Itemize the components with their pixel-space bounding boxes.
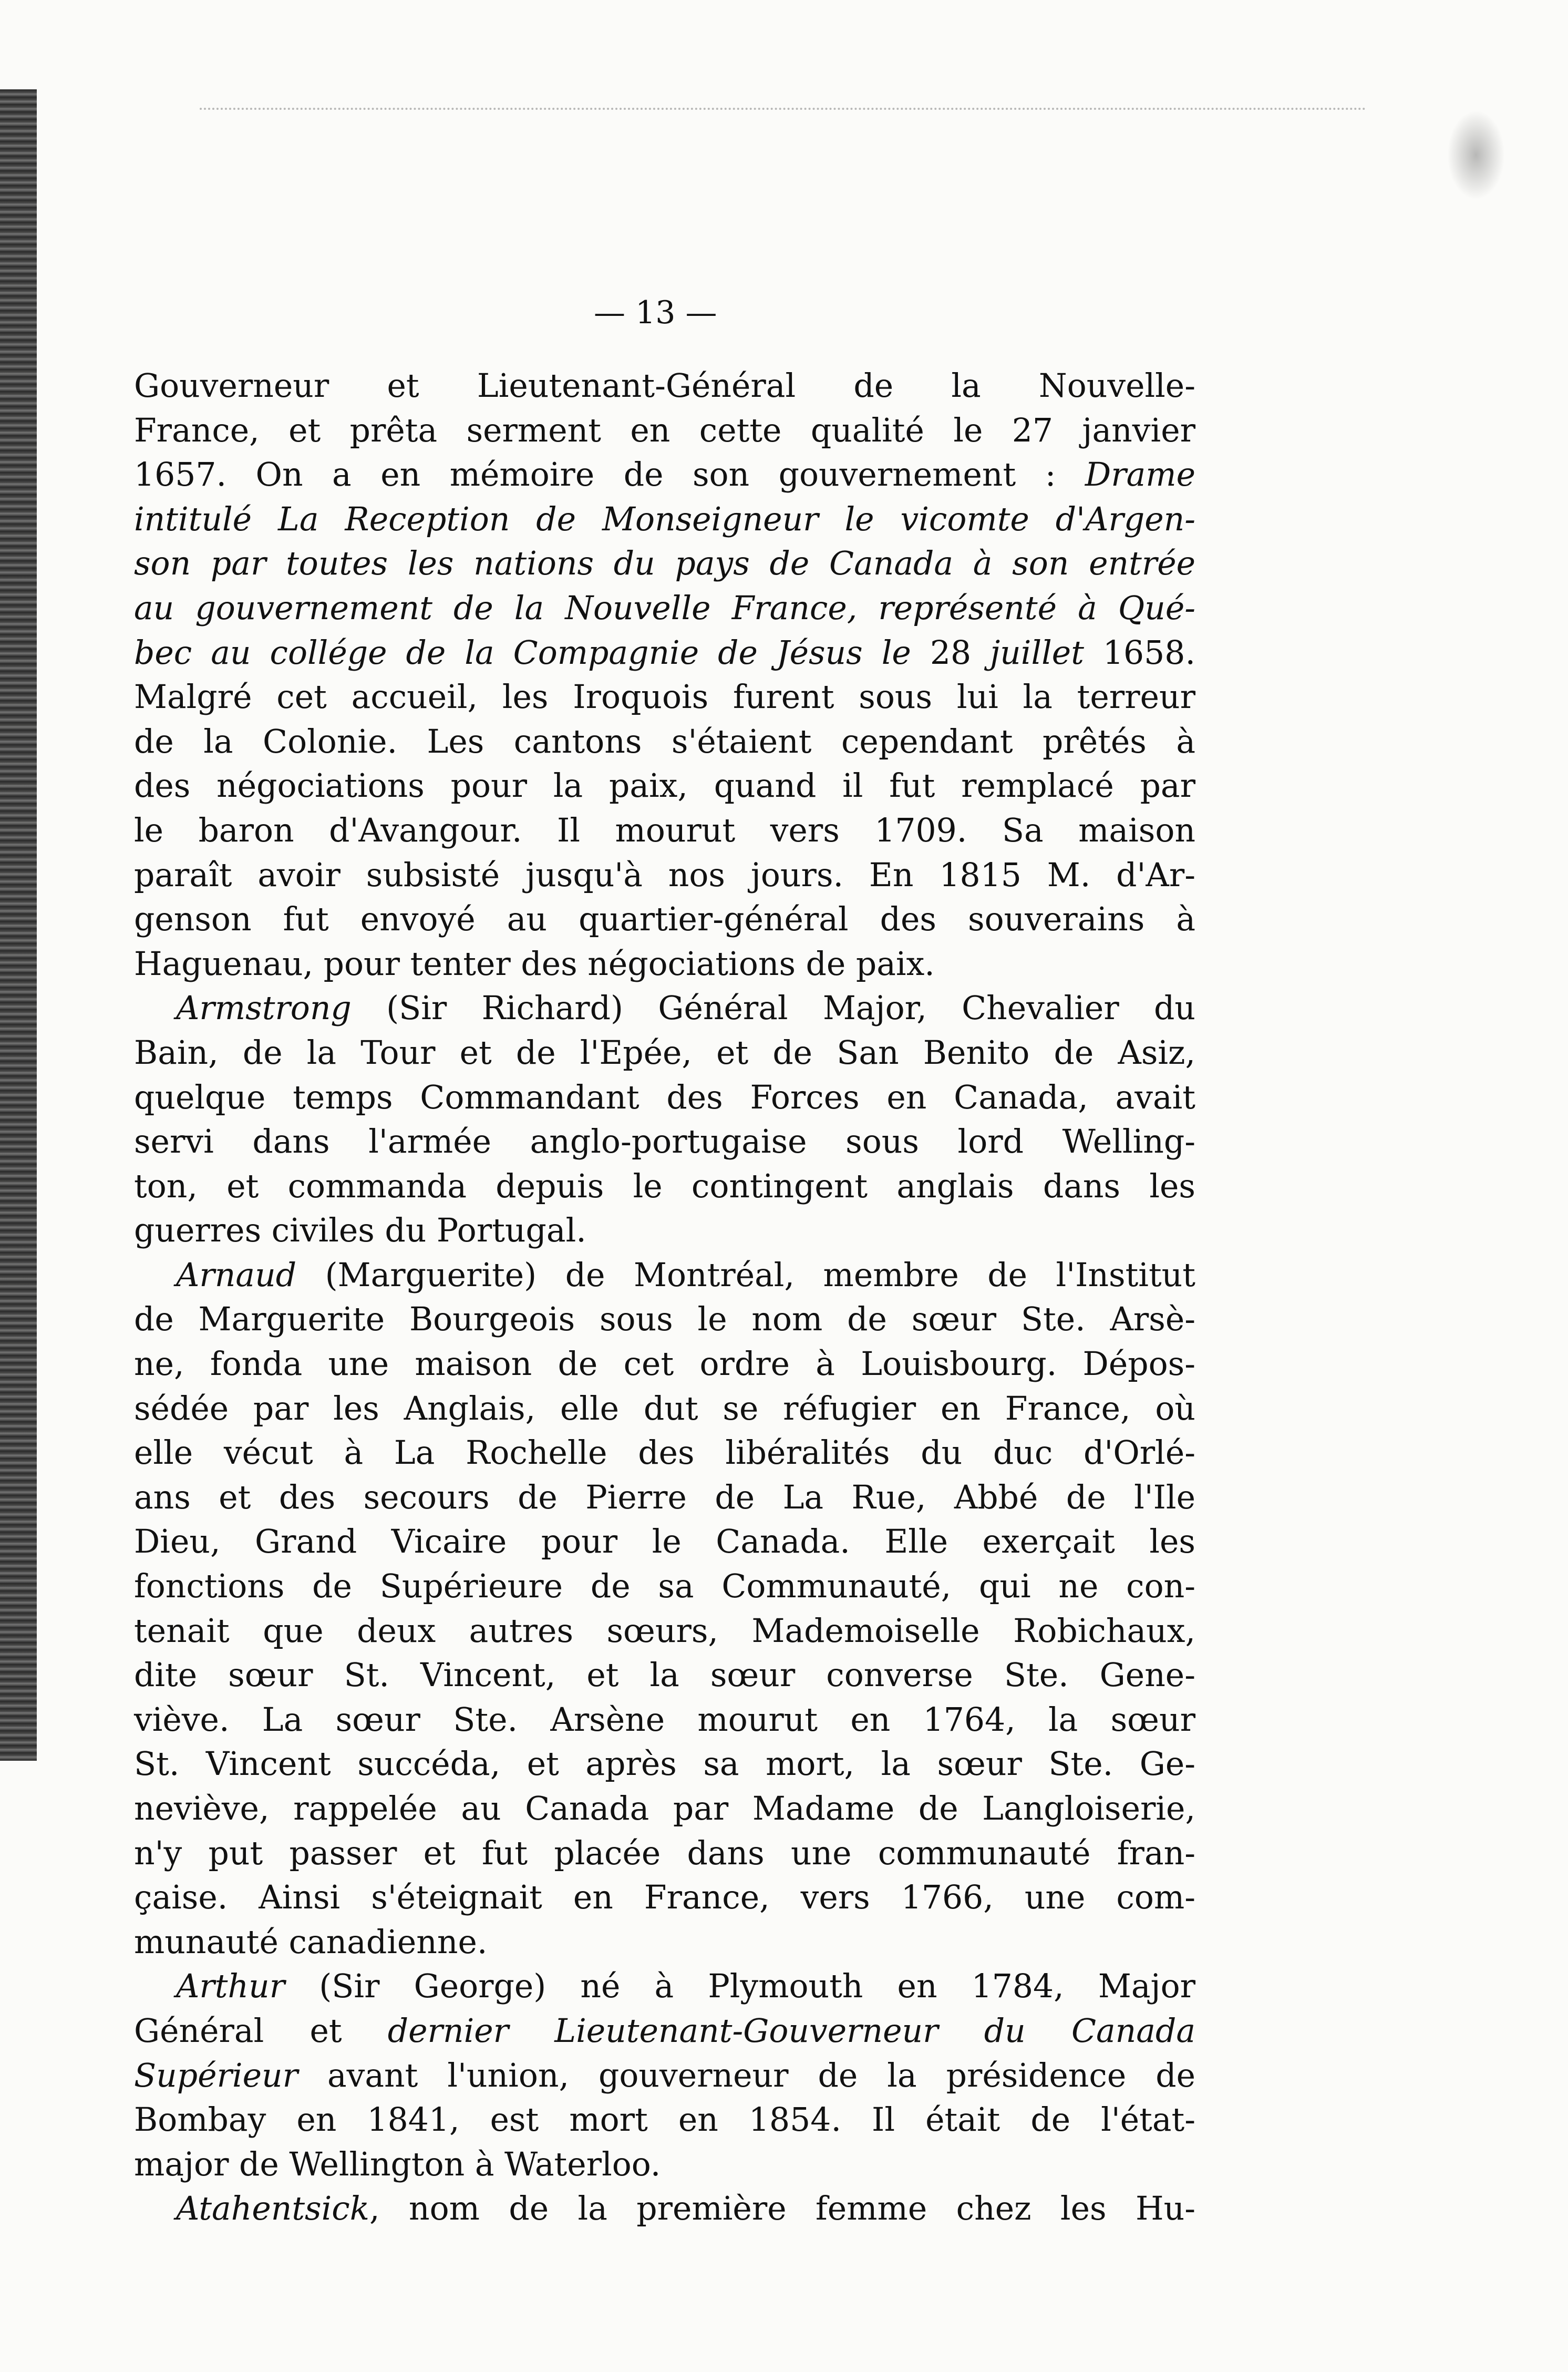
text-run: le baron d'Avangour. Il mourut vers 1709. Sa maison	[134, 811, 1195, 849]
text-run: Bain, de la Tour et de l'Epée, et de San Benito de Asiz,	[134, 1033, 1195, 1072]
text-run: Dieu, Grand Vicaire pour le Canada. Elle exerçait les	[134, 1523, 1195, 1561]
text-run: tenait que deux autres sœurs, Mademoiselle Robichaux,	[134, 1611, 1195, 1650]
text-line	[134, 942, 1195, 987]
text-run: Gouverneur et Lieutenant-Général de la Nouvelle-	[134, 367, 1195, 405]
text-line	[134, 1831, 1195, 1876]
text-line	[134, 1387, 1195, 1431]
text-line	[134, 675, 1195, 720]
text-run: 28	[911, 633, 991, 672]
text-run: (Sir George) né à Plymouth en 1784, Major	[285, 1967, 1195, 2006]
text-run: Général et	[134, 2011, 388, 2050]
italic-text-run: bec au collége de la Compagnie de Jésus le	[134, 633, 911, 672]
text-run: , nom de la première femme chez les Hu-	[369, 2190, 1195, 2228]
text-line	[134, 631, 1195, 675]
page-number: — 13 —	[594, 294, 717, 331]
text-line	[134, 2142, 1195, 2187]
text-line	[134, 1875, 1195, 1920]
text-line	[134, 2053, 1195, 2098]
text-run: neviève, rappelée au Canada par Madame de Langloiserie,	[134, 1790, 1195, 1827]
text-run: çaise. Ainsi s'éteignait en France, vers 1766, une com-	[134, 1878, 1195, 1917]
text-line	[134, 1253, 1195, 1298]
text-run: fonctions de Supérieure de sa Communauté, qui ne con-	[134, 1567, 1195, 1606]
italic-text-run: Atahentsick	[176, 2190, 369, 2228]
text-line	[134, 1164, 1195, 1209]
text-run: munauté canadienne.	[134, 1923, 488, 1961]
italic-text-run: Armstrong	[176, 989, 352, 1028]
text-run: Haguenau, pour tenter des négociations de paix.	[134, 944, 935, 983]
text-run: des négociations pour la paix, quand il fut remplacé par	[134, 767, 1195, 805]
text-run: major de Wellington à Waterloo.	[134, 2145, 661, 2183]
scan-smudge	[1447, 110, 1505, 200]
text-run: dite sœur St. Vincent, et la sœur converse Ste. Gene-	[134, 1656, 1195, 1695]
text-line	[134, 1786, 1195, 1831]
text-line	[134, 720, 1195, 764]
text-line	[134, 1698, 1195, 1742]
text-run: elle vécut à La Rochelle des libéralités du duc d'Orlé-	[134, 1434, 1195, 1472]
text-line	[134, 1609, 1195, 1654]
text-line	[134, 2009, 1195, 2053]
text-run: 1657. On a en mémoire de son gouvernement :	[134, 456, 1085, 494]
text-line	[134, 1519, 1195, 1564]
text-line	[134, 1653, 1195, 1698]
text-run: servi dans l'armée anglo-portugaise sous lord Welling-	[134, 1123, 1195, 1161]
text-line	[134, 2186, 1195, 2231]
text-run: genson fut envoyé au quartier-général des souverains à	[134, 900, 1195, 939]
text-line	[134, 764, 1195, 808]
text-line	[134, 1920, 1195, 1965]
text-run: n'y put passer et fut placée dans une communauté fran-	[134, 1834, 1195, 1872]
text-line	[134, 1120, 1195, 1164]
text-line	[134, 497, 1195, 542]
text-run: guerres civiles du Portugal.	[134, 1211, 586, 1250]
scan-artifact-rule	[200, 108, 1366, 110]
italic-text-run: juillet	[990, 633, 1084, 672]
text-line	[134, 1475, 1195, 1520]
italic-text-run: Drame	[1085, 456, 1195, 494]
text-run: quelque temps Commandant des Forces en Canada, avait	[134, 1078, 1195, 1116]
text-run: sédée par les Anglais, elle dut se réfugier en France, où	[134, 1389, 1195, 1428]
text-run: St. Vincent succéda, et après sa mort, la sœur Ste. Ge-	[134, 1745, 1195, 1783]
text-run: (Marguerite) de Montréal, membre de l'Institut	[296, 1256, 1195, 1294]
italic-text-run: dernier Lieutenant-Gouverneur du Canada	[387, 2011, 1195, 2050]
text-line	[134, 853, 1195, 898]
text-line	[134, 1742, 1195, 1786]
italic-text-run: son par toutes les nations du pays de Canada à son entrée	[134, 545, 1195, 583]
text-line	[134, 1075, 1195, 1120]
text-line	[134, 586, 1195, 631]
text-run: de Marguerite Bourgeois sous le nom de sœur Ste. Arsè-	[134, 1300, 1195, 1339]
text-line	[134, 1297, 1195, 1342]
text-run: ton, et commanda depuis le contingent anglais dans les	[134, 1167, 1195, 1205]
text-run: ne, fonda une maison de cet ordre à Louisbourg. Dépos-	[134, 1345, 1195, 1383]
text-run: viève. La sœur Ste. Arsène mourut en 1764, la sœur	[134, 1700, 1195, 1739]
text-run: Malgré cet accueil, les Iroquois furent sous lui la terreur	[134, 678, 1195, 716]
text-run: paraît avoir subsisté jusqu'à nos jours. En 1815 M. d'Ar-	[134, 856, 1195, 894]
text-line	[134, 408, 1195, 453]
italic-text-run: au gouvernement de la Nouvelle France, représenté à Qué-	[134, 589, 1195, 627]
text-line	[134, 897, 1195, 942]
text-run: Bombay en 1841, est mort en 1854. Il était de l'état-	[134, 2101, 1195, 2139]
text-run: France, et prêta serment en cette qualité le 27 janvier	[134, 411, 1195, 449]
text-line	[134, 808, 1195, 853]
text-line	[134, 1564, 1195, 1609]
binding-edge	[0, 89, 37, 1761]
italic-text-run: Supérieur	[134, 2056, 298, 2094]
text-line	[134, 1431, 1195, 1475]
text-line	[134, 453, 1195, 497]
text-line	[134, 986, 1195, 1031]
italic-text-run: Arnaud	[176, 1256, 297, 1294]
text-line	[134, 1964, 1195, 2009]
italic-text-run: Arthur	[176, 1967, 285, 2006]
text-run: 1658.	[1084, 633, 1195, 672]
text-line	[134, 1342, 1195, 1387]
text-line	[134, 364, 1195, 408]
body-text	[134, 364, 1195, 2231]
text-run: (Sir Richard) Général Major, Chevalier du	[351, 989, 1195, 1028]
text-line	[134, 1031, 1195, 1075]
text-line	[134, 541, 1195, 586]
text-run: ans et des secours de Pierre de La Rue, Abbé de l'Ile	[134, 1478, 1195, 1516]
text-line	[134, 1208, 1195, 1253]
text-line	[134, 2098, 1195, 2142]
italic-text-run: intitulé La Reception de Monseigneur le vicomte d'Argen-	[134, 500, 1195, 538]
text-run: avant l'union, gouverneur de la présidence de	[297, 2056, 1195, 2094]
text-run: de la Colonie. Les cantons s'étaient cependant prêtés à	[134, 722, 1195, 761]
